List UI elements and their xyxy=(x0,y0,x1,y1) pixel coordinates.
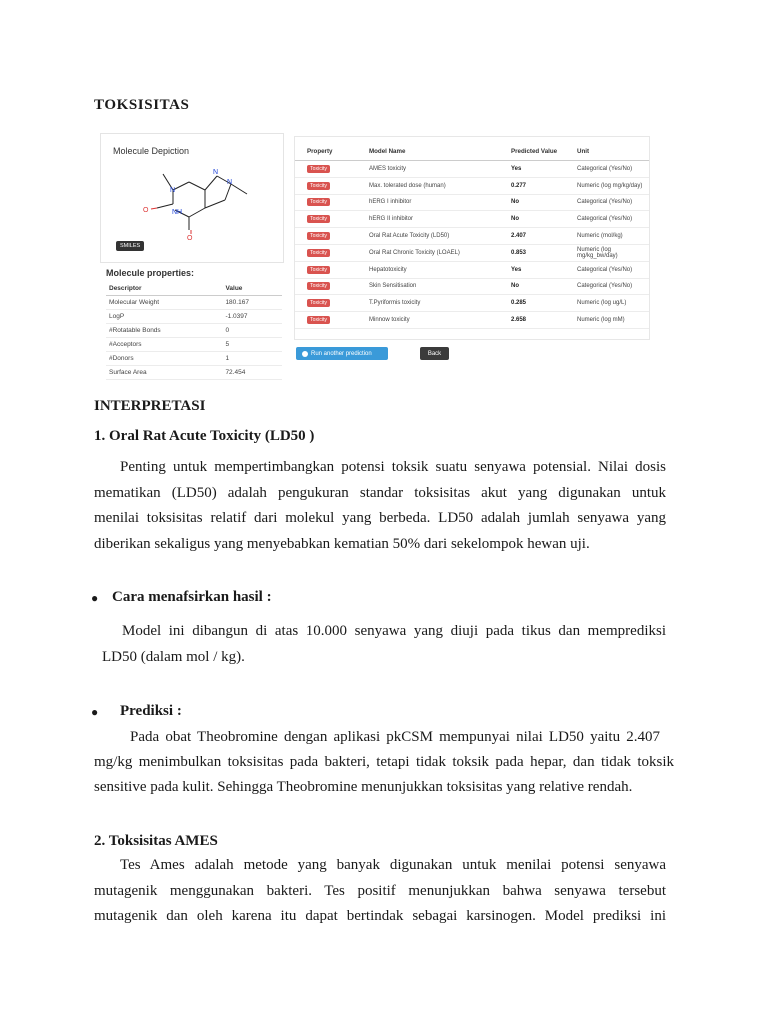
props-value-cell: 0 xyxy=(222,324,282,338)
props-descriptor-cell: Surface Area xyxy=(106,366,222,380)
props-value-cell: 5 xyxy=(222,338,282,352)
tox-value-cell: 0.853 xyxy=(499,244,565,261)
tox-model-cell: Oral Rat Chronic Toxicity (LOAEL) xyxy=(357,244,499,261)
tox-row xyxy=(295,261,649,278)
tox-value-cell: 2.407 xyxy=(499,228,565,245)
props-row xyxy=(106,310,282,324)
p4-line-1: Tes Ames adalah metode yang banyak digunakan untuk menilai potensi senyawa xyxy=(120,857,666,873)
toxicity-results-panel xyxy=(294,136,650,340)
props-row xyxy=(106,324,282,338)
molecule-properties-title: Molecule properties: xyxy=(106,268,195,278)
atom-n1: N xyxy=(170,187,176,194)
tox-unit-cell: Categorical (Yes/No) xyxy=(565,194,649,211)
bullet-marker: ● xyxy=(91,591,99,605)
molecule-properties-table xyxy=(106,282,282,380)
props-row xyxy=(106,352,282,366)
toxicity-badge: Toxicity xyxy=(307,266,330,274)
tox-property-cell xyxy=(295,261,357,278)
atom-n3: N xyxy=(227,179,233,186)
tox-row xyxy=(295,161,649,178)
toxicity-badge: Toxicity xyxy=(307,198,330,206)
toxicity-table xyxy=(295,137,649,329)
tox-unit-cell: Categorical (Yes/No) xyxy=(565,261,649,278)
tox-header-row xyxy=(295,137,649,161)
toxicity-badge: Toxicity xyxy=(307,249,330,257)
heading-ld50: 1. Oral Rat Acute Toxicity (LD50 ) xyxy=(94,428,315,444)
props-value-cell: -1.0397 xyxy=(222,310,282,324)
tox-value-cell: 2.658 xyxy=(499,312,565,329)
interpretasi-heading: INTERPRETASI xyxy=(94,398,206,414)
back-button[interactable]: Back xyxy=(420,347,449,360)
tox-row xyxy=(295,295,649,312)
tox-model-cell: hERG II inhibitor xyxy=(357,211,499,228)
tox-value-cell: 0.285 xyxy=(499,295,565,312)
smiles-button[interactable]: SMILES xyxy=(116,241,144,251)
toxicity-badge: Toxicity xyxy=(307,232,330,240)
tox-value-cell: Yes xyxy=(499,261,565,278)
tox-property-cell xyxy=(295,161,357,178)
tox-unit-cell: Numeric (mol/kg) xyxy=(565,228,649,245)
bullet-prediksi: Prediksi : xyxy=(120,703,182,719)
p2-line-2: LD50 (dalam mol / kg). xyxy=(102,649,245,665)
tox-value-cell: No xyxy=(499,278,565,295)
p3-line-3: sensitive pada kulit. Sehingga Theobromine menunjukkan toksisitas yang relative rendah. xyxy=(94,779,633,795)
heading-ames: 2. Toksisitas AMES xyxy=(94,833,218,849)
tox-value-cell: No xyxy=(499,211,565,228)
toxicity-badge: Toxicity xyxy=(307,165,330,173)
bullet-marker: ● xyxy=(91,705,99,719)
tox-row xyxy=(295,211,649,228)
tox-value-cell: 0.277 xyxy=(499,177,565,194)
tox-row xyxy=(295,278,649,295)
props-header-descriptor: Descriptor xyxy=(106,282,222,296)
molecule-depiction-panel xyxy=(100,133,284,263)
p1-line-1: Penting untuk mempertimbangkan potensi toksik suatu senyawa potensial. Nilai dosis xyxy=(120,459,666,475)
p1-line-4: diberikan sekaligus yang menyebabkan kematian 50% dari sekelompok hewan uji. xyxy=(94,536,590,552)
tox-property-cell xyxy=(295,312,357,329)
tox-model-cell: Oral Rat Acute Toxicity (LD50) xyxy=(357,228,499,245)
molecule-structure-image xyxy=(131,162,261,240)
tox-unit-cell: Categorical (Yes/No) xyxy=(565,278,649,295)
tox-unit-cell: Numeric (log mM) xyxy=(565,312,649,329)
toxicity-badge: Toxicity xyxy=(307,182,330,190)
tox-header-model: Model Name xyxy=(357,137,499,161)
toxicity-badge: Toxicity xyxy=(307,215,330,223)
tox-property-cell xyxy=(295,211,357,228)
atom-n2: N xyxy=(213,169,219,176)
props-value-cell: 180.167 xyxy=(222,296,282,310)
tox-row xyxy=(295,228,649,245)
props-header-value: Value xyxy=(222,282,282,296)
tox-property-cell xyxy=(295,244,357,261)
tox-model-cell: Max. tolerated dose (human) xyxy=(357,177,499,194)
tox-model-cell: Minnow toxicity xyxy=(357,312,499,329)
tox-model-cell: hERG I inhibitor xyxy=(357,194,499,211)
tox-value-cell: No xyxy=(499,194,565,211)
p4-line-3: mutagenik dan oleh karena itu dapat bertindak sebagai karsinogen. Model prediksi ini xyxy=(94,908,666,924)
p3-line-1: Pada obat Theobromine dengan aplikasi pkCSM mempunyai nilai LD50 yaitu 2.407 xyxy=(130,729,660,745)
atom-o1: O xyxy=(143,207,149,214)
tox-model-cell: Hepatotoxicity xyxy=(357,261,499,278)
tox-row xyxy=(295,177,649,194)
tox-unit-cell: Numeric (log mg/kg/day) xyxy=(565,177,649,194)
tox-unit-cell: Categorical (Yes/No) xyxy=(565,211,649,228)
tox-model-cell: T.Pyriformis toxicity xyxy=(357,295,499,312)
tox-model-cell: Skin Sensitisation xyxy=(357,278,499,295)
toxicity-badge: Toxicity xyxy=(307,316,330,324)
props-row xyxy=(106,366,282,380)
tox-value-cell: Yes xyxy=(499,161,565,178)
tox-header-property: Property xyxy=(295,137,357,161)
props-descriptor-cell: LogP xyxy=(106,310,222,324)
p3-line-2: mg/kg menimbulkan toksisitas pada bakteri, tetapi tidak toksik pada hepar, dan tidak toksik xyxy=(94,754,674,770)
tox-property-cell xyxy=(295,177,357,194)
props-header-row xyxy=(106,282,282,296)
p1-line-3: menilai toksisitas relatif dari molekul yang berbeda. LD50 adalah jumlah senyawa yang xyxy=(94,510,666,526)
p1-line-2: mematikan (LD50) adalah pengukuran standar toksisitas akut yang digunakan untuk xyxy=(94,485,666,501)
refresh-icon xyxy=(302,351,308,357)
props-value-cell: 72.454 xyxy=(222,366,282,380)
tox-property-cell xyxy=(295,278,357,295)
props-value-cell: 1 xyxy=(222,352,282,366)
tox-property-cell xyxy=(295,194,357,211)
tox-row xyxy=(295,194,649,211)
molecule-depiction-title: Molecule Depiction xyxy=(113,146,190,156)
toxicity-badge: Toxicity xyxy=(307,299,330,307)
props-descriptor-cell: #Donors xyxy=(106,352,222,366)
atom-o2: O xyxy=(187,235,193,240)
bullet-cara-menafsirkan: Cara menafsirkan hasil : xyxy=(112,589,272,605)
props-row xyxy=(106,296,282,310)
section-title: TOKSISITAS xyxy=(94,97,190,113)
run-another-prediction-button[interactable] xyxy=(296,347,388,360)
props-descriptor-cell: #Rotatable Bonds xyxy=(106,324,222,338)
tox-unit-cell: Categorical (Yes/No) xyxy=(565,161,649,178)
atom-nh: NH xyxy=(172,209,183,216)
tox-row xyxy=(295,244,649,261)
run-button-label: Run another prediction xyxy=(311,350,372,357)
props-descriptor-cell: Molecular Weight xyxy=(106,296,222,310)
p2-line-1: Model ini dibangun di atas 10.000 senyawa yang diuji pada tikus dan memprediksi xyxy=(122,623,666,639)
tox-unit-cell: Numeric (log ug/L) xyxy=(565,295,649,312)
tox-header-value: Predicted Value xyxy=(499,137,565,161)
tox-property-cell xyxy=(295,295,357,312)
tox-unit-cell: Numeric (log mg/kg_bw/day) xyxy=(565,244,649,261)
tox-model-cell: AMES toxicity xyxy=(357,161,499,178)
tox-property-cell xyxy=(295,228,357,245)
tox-header-unit: Unit xyxy=(565,137,649,161)
toxicity-badge: Toxicity xyxy=(307,282,330,290)
p4-line-2: mutagenik menggunakan bakteri. Tes positif menunjukkan bahwa senyawa tersebut xyxy=(94,883,666,899)
props-descriptor-cell: #Acceptors xyxy=(106,338,222,352)
tox-row xyxy=(295,312,649,329)
props-row xyxy=(106,338,282,352)
